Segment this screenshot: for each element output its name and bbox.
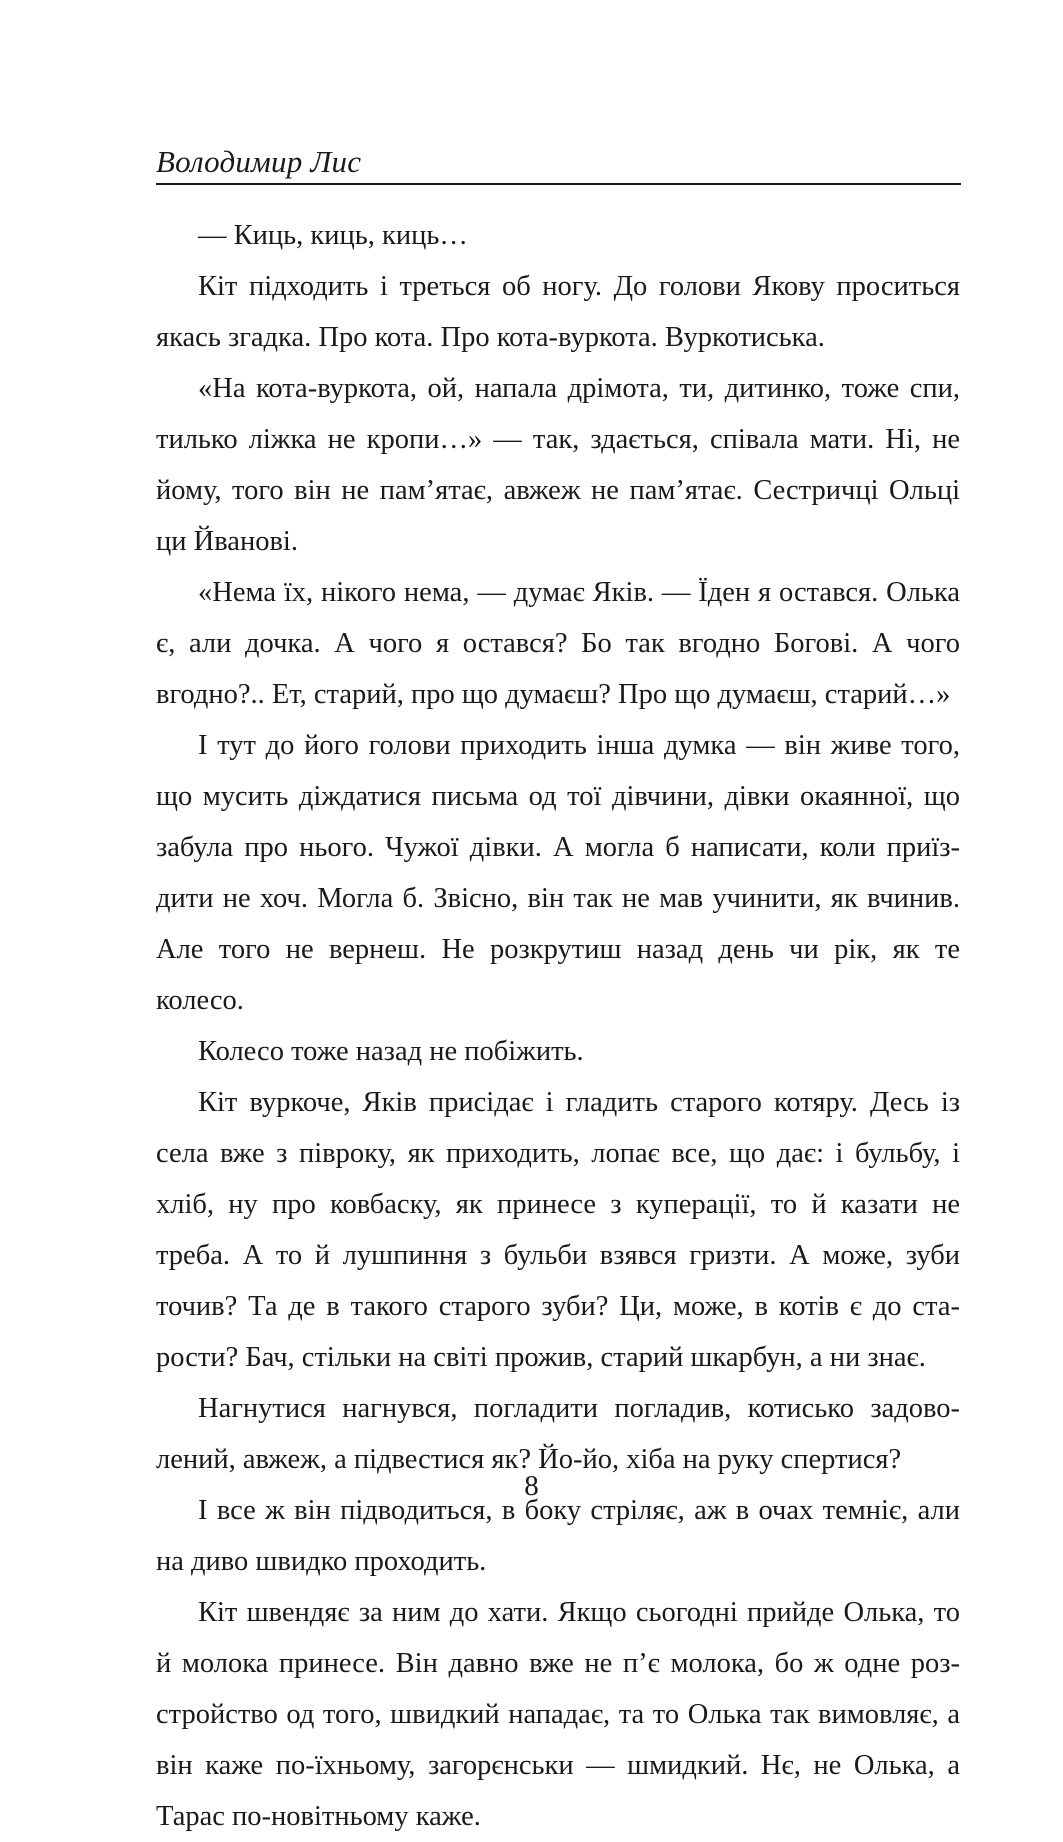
- paragraph: «На кота-вуркота, ой, напала дрімота, ти, дитинко, тоже спи, тилько ліжка не кропи…» — так, здається, співала мати. Ні, не йому, того він не пам’ятає, авжеж не пам’ятає. Сестричці Ольці ци Йванові.: [156, 373, 960, 557]
- paragraph: Кіт швендяє за ним до хати. Якщо сьогодні прийде Олька, то й молока принесе. Він давно вже не п’є молока, бо ж одне розстройство од того, швидкий нападає, та то Олька так вимовляє, а він каже по-їхньому, загорєнськи — шмидкий. Нє, не Олька, а Тарас по-новітньому каже.: [156, 1597, 960, 1832]
- paragraph: «Нема їх, нікого нема, — думає Яків. — Їден я остався. Олька є, али дочка. А чого я остався? Бо так вгодно Богові. А чого вгодно?.. Ет, старий, про що думаєш? Про що думаєш, старий…»: [156, 577, 960, 710]
- running-head-author: Володимир Лис: [156, 144, 362, 179]
- paragraph: Колесо тоже назад не побіжить.: [198, 1036, 584, 1067]
- paragraph: І все ж він підводиться, в боку стріляє, аж в очах темніє, али на диво швидко проходить.: [156, 1495, 960, 1577]
- body-text: [156, 210, 960, 1842]
- header-rule: [156, 183, 961, 185]
- paragraph: І тут до його голови приходить інша думка — він живе того, що мусить діждатися письма од тої дівчини, дівки окаянної, що забула про нього. Чужої дівки. А могла б написати, коли приїздити не хоч. Могла б. Звісно, він так не мав учинити, як вчинив. Але того не вернеш. Не розкрутиш назад день чи рік, як те колесо.: [156, 730, 960, 1016]
- paragraph: Кіт вуркоче, Яків присідає і гладить старого котяру. Десь із села вже з півроку, як приходить, лопає все, що дає: і бульбу, і хліб, ну про ковбаску, як принесе з куперації, то й казати не треба. А то й лушпиння з бульби взявся гризти. А може, зуби точив? Та де в такого старого зуби? Ци, може, в котів є до старости? Бач, стільки на світі прожив, старий шкарбун, а ни знає.: [156, 1087, 960, 1373]
- page-number: 8: [524, 1470, 539, 1502]
- paragraph: — Киць, киць, киць…: [198, 220, 468, 251]
- paragraph: Кіт підходить і треться об ногу. До голови Якову проситься якась згадка. Про кота. Про кота-вуркота. Вуркотиська.: [156, 271, 960, 353]
- paragraph: Нагнутися нагнувся, погладити погладив, котисько задоволений, авжеж, а підвестися як? Йо-йо, хіба на руку спертися?: [156, 1393, 960, 1475]
